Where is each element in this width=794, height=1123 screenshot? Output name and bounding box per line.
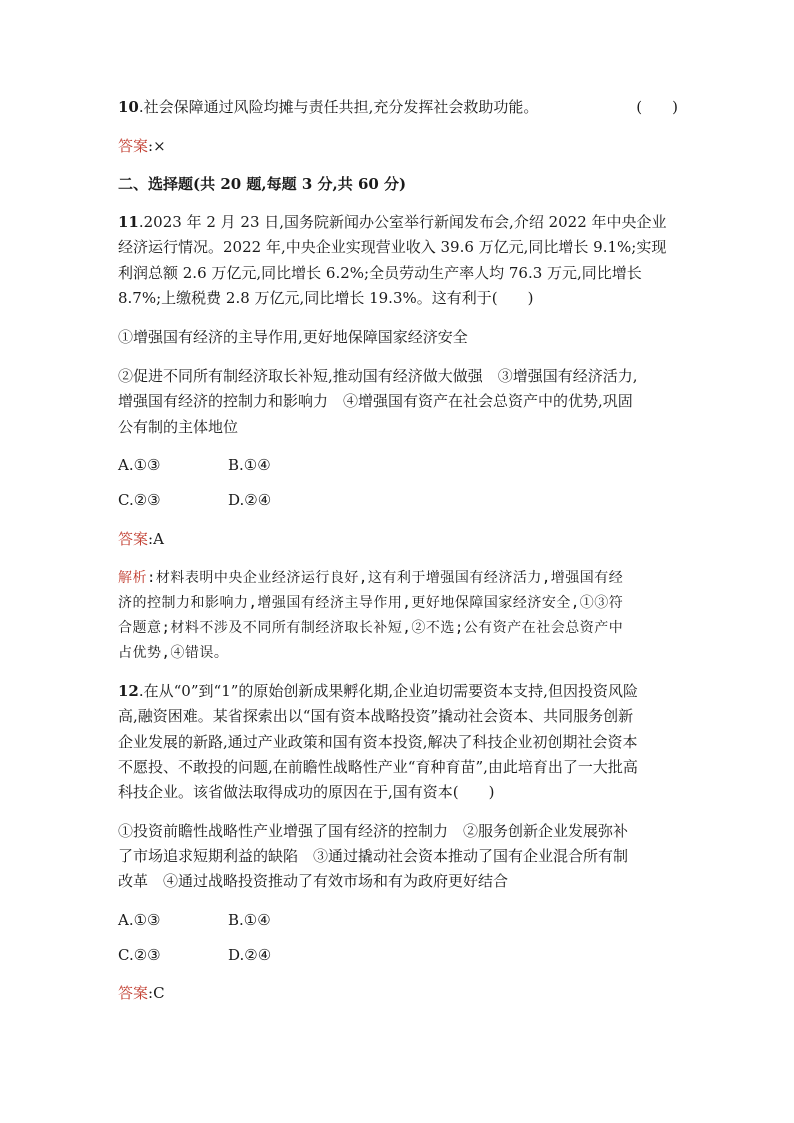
question-11-line-3: 利润总额 2.6 万亿元,同比增长 6.2%;全员劳动生产率人均 76.3 万元,同比增长 bbox=[118, 264, 642, 282]
statement-line: 改革 ④通过战略投资推动了有效市场和有为政府更好结合 bbox=[118, 872, 509, 890]
answer-11 bbox=[118, 529, 164, 549]
explanation-line-2: 济的控制力和影响力,增强国有经济主导作用,更好地保障国家经济安全,①③符 bbox=[118, 595, 624, 611]
option-c: C.②③ bbox=[118, 946, 161, 964]
answer-12 bbox=[118, 983, 165, 1003]
question-12-line-4: 不愿投、不敢投的问题,在前瞻性战略性产业“育种育苗”,由此培育出了一大批高 bbox=[118, 758, 638, 776]
options-row-1 bbox=[118, 455, 418, 475]
option-b: B.①④ bbox=[228, 911, 271, 929]
question-12-line-5: 科技企业。该省做法取得成功的原因在于,国有资本( ) bbox=[118, 783, 495, 801]
explanation-line-3: 合题意;材料不涉及不同所有制经济取长补短,②不选;公有资产在社会总资产中 bbox=[118, 620, 624, 636]
option-c: C.②③ bbox=[118, 491, 161, 509]
statement-line: 公有制的主体地位 bbox=[118, 418, 239, 436]
option-a: A.①③ bbox=[118, 456, 161, 474]
question-12-line-2: 高,融资困难。某省探索出以“国有资本战略投资”撬动社会资本、共同服务创新 bbox=[118, 707, 634, 725]
question-text: .社会保障通过风险均摊与责任共担,充分发挥社会救助功能。 bbox=[138, 98, 539, 116]
question-11-line-1 bbox=[118, 212, 667, 232]
statement-line: ①投资前瞻性战略性产业增强了国有经济的控制力 ②服务创新企业发展弥补 bbox=[118, 822, 629, 840]
answer-label: 答案 bbox=[118, 530, 149, 548]
explanation-text: :材料表明中央企业经济运行良好,这有利于增强国有经济活力,增强国有经 bbox=[147, 570, 624, 586]
statement-line: ①增强国有经济的主导作用,更好地保障国家经济安全 bbox=[118, 328, 468, 346]
explanation-line-4: 占优势,④错误。 bbox=[118, 645, 229, 661]
options-row-1 bbox=[118, 910, 418, 930]
section-title: 二、选择题(共 20 题,每题 3 分,共 60 分) bbox=[118, 175, 407, 193]
options-row-2 bbox=[118, 945, 418, 965]
question-number: 12 bbox=[118, 682, 139, 700]
answer-label: 答案 bbox=[118, 137, 149, 155]
question-11-line-4: 8.7%;上缴税费 2.8 万亿元,同比增长 19.3%。这有利于( ) bbox=[118, 289, 534, 307]
answer-value: :C bbox=[148, 984, 165, 1002]
answer-label: 答案 bbox=[118, 984, 149, 1002]
explanation-line-1 bbox=[118, 568, 623, 588]
question-number: 11 bbox=[118, 213, 139, 231]
option-a: A.①③ bbox=[118, 911, 161, 929]
question-number: 10 bbox=[118, 98, 139, 116]
answer-10 bbox=[118, 136, 166, 156]
question-text: .2023 年 2 月 23 日,国务院新闻办公室举行新闻发布会,介绍 2022 年中央企业 bbox=[138, 213, 667, 231]
statement-line: ②促进不同所有制经济取长补短,推动国有经济做大做强 ③增强国有经济活力, bbox=[118, 367, 638, 385]
answer-value: :× bbox=[148, 137, 166, 155]
question-11-line-2: 经济运行情况。2022 年,中央企业实现营业收入 39.6 万亿元,同比增长 9.1%;实现 bbox=[118, 238, 667, 256]
option-d: D.②④ bbox=[228, 946, 272, 964]
question-12-line-1 bbox=[118, 681, 638, 701]
option-d: D.②④ bbox=[228, 491, 272, 509]
statement-line: 增强国有经济的控制力和影响力 ④增强国有资产在社会总资产中的优势,巩固 bbox=[118, 392, 633, 410]
question-12-line-3: 企业发展的新路,通过产业政策和国有资本投资,解决了科技企业初创期社会资本 bbox=[118, 733, 638, 751]
question-text: .在从“0”到“1”的原始创新成果孵化期,企业迫切需要资本支持,但因投资风险 bbox=[138, 682, 638, 700]
explanation-label: 解析 bbox=[118, 570, 147, 586]
option-b: B.①④ bbox=[228, 456, 271, 474]
statement-line: 了市场追求短期利益的缺陷 ③通过撬动社会资本推动了国有企业混合所有制 bbox=[118, 847, 629, 865]
question-10 bbox=[118, 97, 678, 117]
options-row-2 bbox=[118, 490, 418, 510]
answer-value: :A bbox=[148, 530, 164, 548]
answer-blank: ( ) bbox=[636, 98, 678, 116]
